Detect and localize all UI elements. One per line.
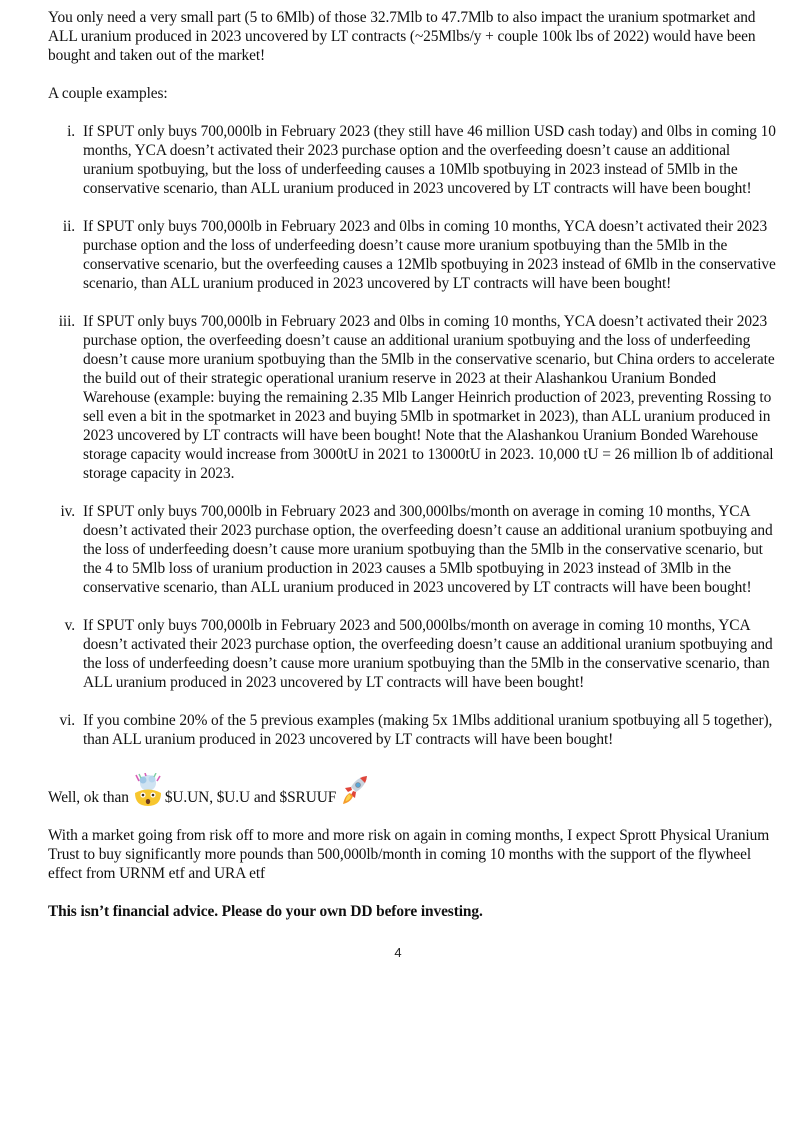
list-marker: ii. (62, 218, 75, 235)
disclaimer: This isn’t financial advice. Please do your own DD before investing. (48, 903, 483, 920)
list-marker: iv. (60, 503, 75, 520)
exploding-head-icon (133, 773, 163, 807)
list-item-text: If you combine 20% of the 5 previous examples (making 5x 1Mlbs additional uranium spotbuying all 5 together), than ALL uranium produced in 2023 uncovered by LT contracts will have been bought! (83, 712, 773, 748)
list-marker: vi. (59, 712, 75, 729)
well-ok-prefix: Well, ok than (48, 789, 129, 806)
list-item (48, 217, 778, 293)
list-item-text: If SPUT only buys 700,000lb in February 2023 and 300,000lbs/month on average in coming 10 months, YCA doesn’t activated their 2023 purchase option, the overfeeding doesn’t cause an additional uranium spotbuying and the loss of underfeeding doesn’t cause more uranium spotbuying than the 5Mlb in the conservative scenario, but the 4 to 5Mlb loss of uranium production in 2023 causes a 5Mlb spotbuying in 2023 instead of 3Mlb in the conservative scenario, than ALL uranium produced in 2023 uncovered by LT contracts will have been bought! (83, 503, 773, 596)
tickers-text: $U.UN, $U.U and $SRUUF (164, 789, 337, 806)
list-item-text: If SPUT only buys 700,000lb in February 2023 and 0lbs in coming 10 months, YCA doesn’t activated their 2023 purchase option, the overfeeding doesn’t cause an additional uranium spotbuying and the loss of underfeeding doesn’t cause more uranium spotbuying than the 5Mlb in the conservative scenario, but China orders to accelerate the build out of their strategic operational uranium reserve in 2023 at their Alashankou Uranium Bonded Warehouse (example: buying the remaining 2.35 Mlb Langer Heinrich production of 2023, preventing Rossing to sell even a bit in the spotmarket in 2023 and buying 5Mlb in spotmarket in 2023), than ALL uranium produced in 2023 uncovered by LT contracts will have been bought! Note that the Alashankou Uranium Bonded Warehouse storage capacity would increase from 3000tU in 2021 to 13000tU in 2023. 10,000 tU = 26 million lb of additional storage capacity in 2023. (83, 313, 775, 482)
list-item (48, 502, 778, 597)
list-item-text: If SPUT only buys 700,000lb in February 2023 and 500,000lbs/month on average in coming 10 months, YCA doesn’t activated their 2023 purchase option, the overfeeding doesn’t cause an additional uranium spotbuying and the loss of underfeeding doesn’t cause more uranium spotbuying than the 5Mlb in the conservative scenario, than ALL uranium produced in 2023 uncovered by LT contracts will have been bought! (83, 617, 773, 691)
list-item-text: If SPUT only buys 700,000lb in February 2023 and 0lbs in coming 10 months, YCA doesn’t activated their 2023 purchase option and the loss of underfeeding doesn’t cause more uranium spotbuying than the 5Mlb in the conservative scenario, but the overfeeding causes a 12Mlb spotbuying in 2023 instead of 6Mlb in the conservative scenario, than ALL uranium produced in 2023 uncovered by LT contracts will have been bought! (83, 218, 776, 292)
examples-lead: A couple examples: (48, 85, 168, 102)
closing-paragraph: With a market going from risk off to more and more risk on again in coming months, I expect Sprott Physical Uranium Trust to buy significantly more pounds than 500,000lb/month in coming 10 months with the support of the flywheel effect from URNM etf and URA etf (48, 827, 770, 882)
list-item (48, 122, 778, 198)
list-marker: i. (67, 123, 75, 140)
list-item-text: If SPUT only buys 700,000lb in February 2023 (they still have 46 million USD cash today) and 0lbs in coming 10 months, YCA doesn’t activated their 2023 purchase option and the overfeeding doesn’t cause an additional uranium spotbuying, but the loss of underfeeding causes a 10Mlb spotbuying in 2023 instead of 5Mlb in the conservative scenario, than ALL uranium produced in 2023 uncovered by LT contracts will have been bought! (83, 123, 776, 197)
intro-paragraph: You only need a very small part (5 to 6Mlb) of those 32.7Mlb to 47.7Mlb to also impact the uranium spotmarket and ALL uranium produced in 2023 uncovered by LT contracts (~25Mlbs/y + couple 100k lbs of 2022) would have been bought and taken out of the market! (48, 9, 756, 64)
well-ok-line (48, 773, 778, 807)
list-item (48, 312, 778, 483)
list-item (48, 616, 778, 692)
rocket-icon (340, 773, 370, 807)
page-number: 4 (394, 945, 402, 960)
list-marker: iii. (58, 313, 75, 330)
list-item (48, 711, 778, 749)
list-marker: v. (64, 617, 75, 634)
examples-list (48, 122, 778, 749)
document-page (48, 8, 778, 962)
